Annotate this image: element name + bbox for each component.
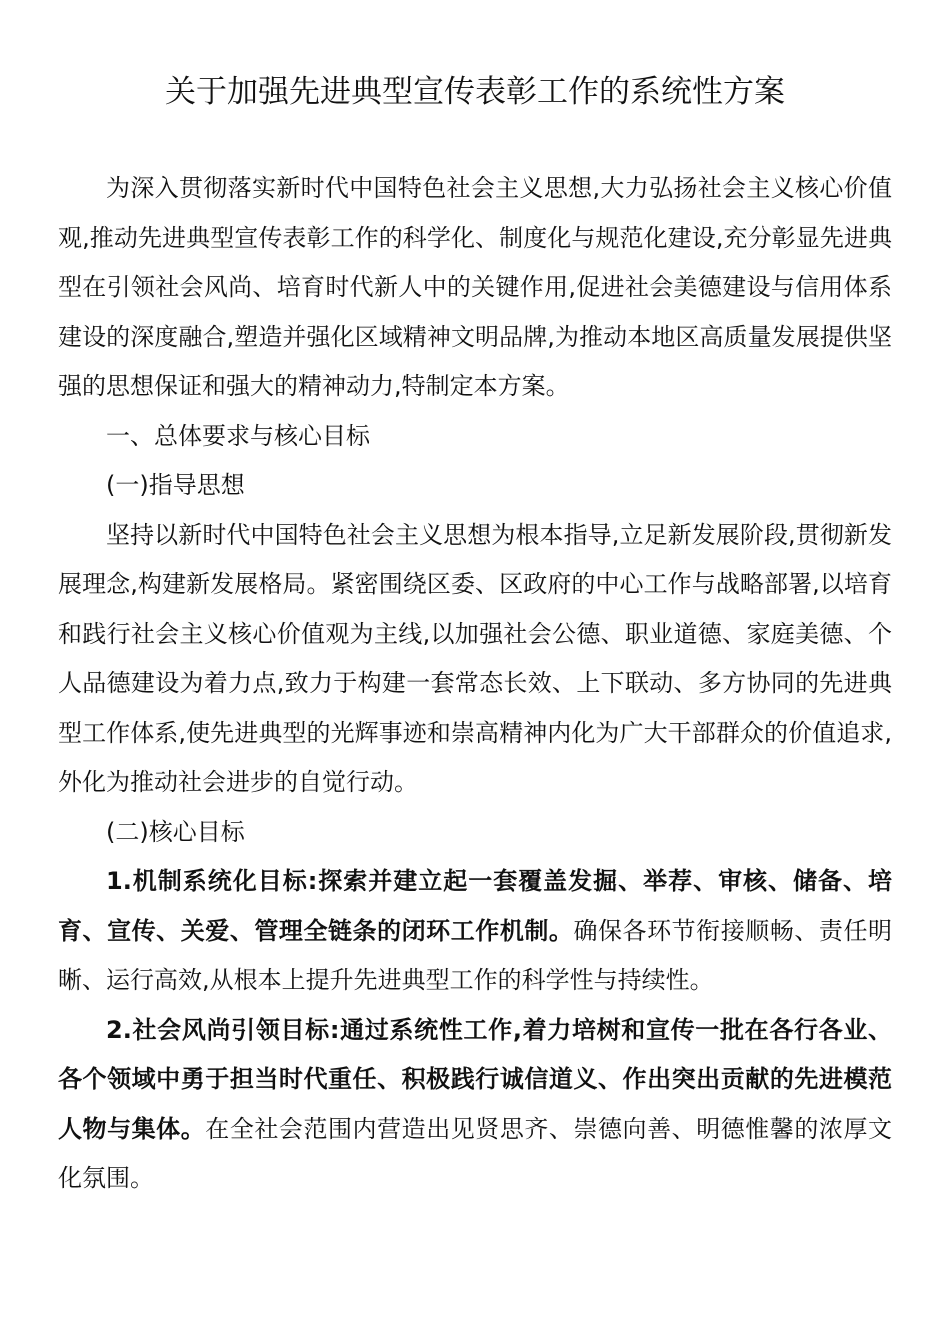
intro-paragraph: 为深入贯彻落实新时代中国特色社会主义思想,大力弘扬社会主义核心价值观,推动先进典型宣传表彰工作的科学化、制度化与规范化建设,充分彰显先进典型在引领社会风尚、培育时代新人中的关键作用,促进社会美德建设与信用体系建设的深度融合,塑造并强化区域精神文明品牌,为推动本地区高质量发展提供坚强的思想保证和强大的精神动力,特制定本方案。 [58,174,892,400]
section-heading-1: 一、总体要求与核心目标 [106,421,370,450]
document-title: 关于加强先进典型宣传表彰工作的系统性方案 [165,74,785,110]
subsection-heading-guiding-ideology: (一)指导思想 [106,471,245,499]
goal-1-bold-lead: 1.机制系统化目标:探索并建立起一套覆盖发掘、举荐、审核、储备、培育、宣传、关爱、管理全链条的闭环工作机制。 [58,867,892,945]
guiding-ideology-paragraph: 坚持以新时代中国特色社会主义思想为根本指导,立足新发展阶段,贯彻新发展理念,构建新发展格局。紧密围绕区委、区政府的中心工作与战略部署,以培育和践行社会主义核心价值观为主线,以加强社会公德、职业道德、家庭美德、个人品德建设为着力点,致力于构建一套常态长效、上下联动、多方协同的先进典型工作体系,使先进典型的光辉事迹和崇高精神内化为广大干部群众的价值追求,外化为推动社会进步的自觉行动。 [58,520,892,796]
goal-1-body: 确保各环节衔接顺畅、责任明晰、运行高效,从根本上提升先进典型工作的科学性与持续性。 [58,916,892,994]
goal-2-bold-lead: 2.社会风尚引领目标:通过系统性工作,着力培树和宣传一批在各行各业、各个领域中勇于担当时代重任、积极践行诚信道义、作出突出贡献的先进模范人物与集体。 [58,1015,892,1143]
subsection-heading-core-goals: (二)核心目标 [106,817,245,846]
goal-2-body: 在全社会范围内营造出见贤思齐、崇德向善、明德惟馨的浓厚文化氛围。 [58,1114,893,1192]
goal-2-paragraph [58,1006,892,1204]
goal-1-paragraph [58,857,892,1006]
